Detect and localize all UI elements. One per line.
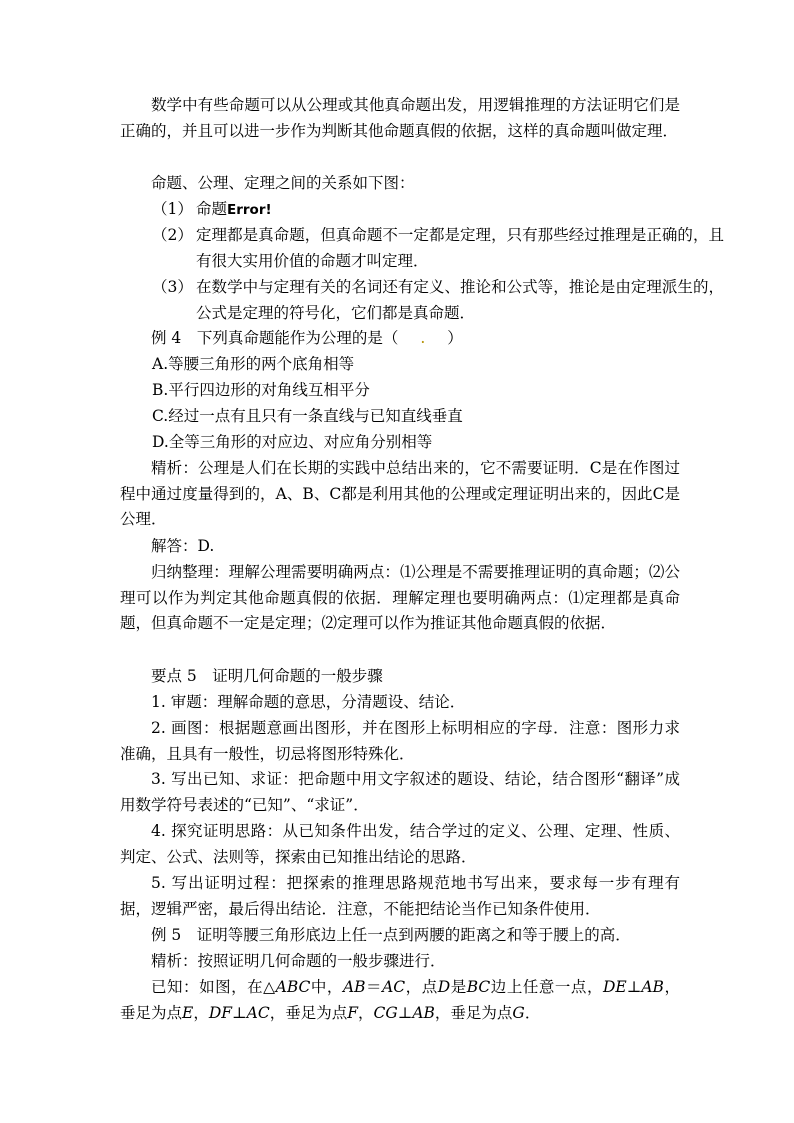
given-text: ⊥ (232, 1003, 247, 1022)
given-text: ⊥ (626, 978, 642, 996)
given-statement (120, 975, 680, 1026)
given-variable: E (182, 1003, 194, 1022)
analysis-example-5: 精析：按照证明几何命题的一般步骤进行． (151, 952, 446, 970)
given-variable: F (347, 1003, 358, 1022)
given-variable: BC (466, 978, 491, 996)
example-question: 下列真命题能作为公理的是（ (196, 329, 399, 347)
list-text: 命题 (196, 200, 228, 218)
error-text: Error! (227, 202, 272, 218)
given-variable: AB (342, 978, 366, 996)
given-variable: G (512, 1003, 525, 1022)
step-5: 5. 写出证明过程：把探索的推理思路规范地书写出来，要求每一步有理有据，逻辑严密，最后得出结论．注意，不能把结论当作已知条件使用． (120, 874, 680, 918)
list-text: 在数学中与定理有关的名词还有定义、推论和公式等，推论是由定理派生的，公式是定理的符号化，它们都是真命题． (196, 278, 724, 322)
given-text: ，垂足为点 (120, 978, 680, 1022)
given-text: ， (357, 1003, 374, 1022)
given-variable: DF (208, 1003, 233, 1022)
example-4-question (120, 326, 680, 352)
step-2: 2. 画图：根据题意画出图形，并在图形上标明相应的字母．注意：图形力求准确，且具有一般性，切忌将图形特殊化． (120, 719, 680, 763)
given-variable: CG (373, 1003, 398, 1022)
option-d: D.全等三角形的对应边、对应角分别相等 (152, 433, 433, 451)
given-text: 边上任意一点， (490, 978, 603, 996)
given-variable: AC (382, 978, 406, 996)
list-number: （1） (152, 200, 193, 218)
given-text: ＝ (365, 978, 383, 996)
analysis-example-4: 精析：公理是人们在长期的实践中总结出来的，它不需要证明．C是在作图过程中通过度量得到的，A、B、C都是利用其他的公理或定理证明出来的，因此C是公理． (120, 459, 680, 528)
given-text: ，点 (405, 978, 438, 996)
list-number: （2） (152, 226, 193, 244)
given-variable: ABC (275, 978, 311, 996)
given-text: ⊥ (397, 1003, 413, 1022)
given-variable: AB (412, 1003, 435, 1022)
given-text: 是 (450, 978, 467, 996)
question-close: ） (447, 329, 463, 347)
given-variable: D (437, 978, 451, 996)
option-b: B.平行四边形的对角线互相平分 (152, 381, 370, 399)
answer-example-4: 解答：D. (151, 537, 215, 555)
option-c: C.经过一点有且只有一条直线与已知直线垂直 (152, 407, 463, 425)
list-item-2 (152, 223, 724, 274)
list-number: （3） (152, 278, 193, 296)
paragraph-theorem-definition: 数学中有些命题可以从公理或其他真命题出发，用逻辑推理的方法证明它们是正确的，并且可以进一步作为判断其他命题真假的依据，这样的真命题叫做定理． (120, 96, 680, 140)
step-3: 3. 写出已知、求证：把命题中用文字叙述的题设、结论，结合图形“翻译”成用数学符号表述的“已知”、“求证”． (120, 770, 680, 814)
given-variable: DE (603, 978, 627, 996)
given-text: ， (193, 1003, 209, 1022)
list-text: 定理都是真命题，但真命题不一定都是定理，只有那些经过推理是正确的，且有很大实用价值的命题才叫定理． (196, 226, 724, 270)
given-text: 已知：如图，在△ (151, 978, 276, 996)
step-4: 4. 探究证明思路：从已知条件出发，结合学过的定义、公理、定理、性质、判定、公式、法则等，探索由已知推出结论的思路． (120, 822, 680, 866)
step-1: 1. 审题：理解命题的意思，分清题设、结论． (151, 693, 466, 711)
given-text: ． (524, 1003, 541, 1022)
list-item-3 (152, 275, 724, 326)
given-text: ，垂足为点 (269, 1003, 348, 1022)
example-5-statement: 例 5 证明等腰三角形底边上任一点到两腰的距离之和等于腰上的高． (151, 926, 631, 944)
option-a: A.等腰三角形的两个底角相等 (152, 355, 355, 373)
list-item-1 (152, 197, 724, 224)
answer-mark: . (420, 329, 426, 347)
point-5-heading: 要点 5 证明几何命题的一般步骤 (151, 667, 383, 685)
given-text: 中， (310, 978, 343, 996)
summary-paragraph: 归纳整理：理解公理需要明确两点：⑴公理是不需要推理证明的真命题；⑵公理可以作为判定其他命题真假的依据．理解定理也要明确两点：⑴定理都是真命题，但真命题不一定是定理；⑵定理可以作为推证其他命题真假的依据． (120, 563, 680, 632)
given-variable: AB (641, 978, 664, 996)
example-label: 例 4 (151, 329, 182, 347)
given-variable: AC (246, 1003, 270, 1022)
paragraph-relation: 命题、公理、定理之间的关系如下图： (151, 174, 415, 192)
given-text: ，垂足为点 (434, 1003, 513, 1022)
